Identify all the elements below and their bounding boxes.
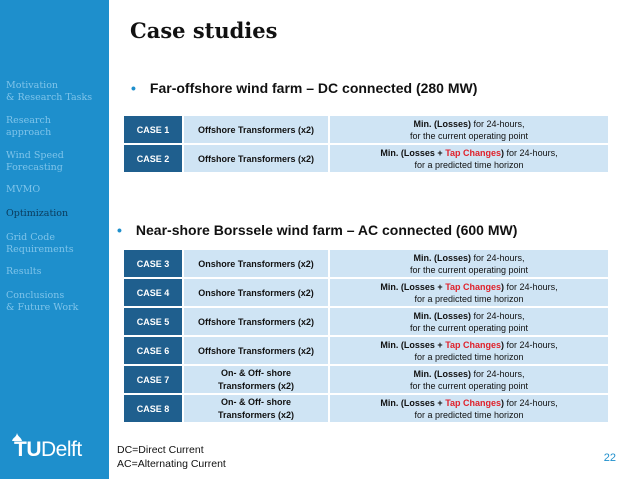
- sidebar-item-results[interactable]: Results: [6, 266, 42, 277]
- table-row: [124, 395, 608, 422]
- case-label: CASE 3: [124, 250, 184, 277]
- objective-cell: Min. (Losses) for 24-hours, for the current operating point: [330, 308, 608, 335]
- footnote-ac: AC=Alternating Current: [117, 458, 226, 470]
- case-label: CASE 4: [124, 279, 184, 306]
- section2-heading: • Near-shore Borssele wind farm – AC connected (600 MW): [117, 222, 518, 238]
- transformer-cell: Offshore Transformers (x2): [184, 308, 330, 335]
- transformer-cell: Onshore Transformers (x2): [184, 250, 330, 277]
- slide-title: Case studies: [130, 18, 278, 43]
- case-label: CASE 7: [124, 366, 184, 393]
- case-label: CASE 2: [124, 145, 184, 172]
- transformer-cell: Offshore Transformers (x2): [184, 145, 330, 172]
- table-row: [124, 116, 608, 143]
- objective-cell: Min. (Losses) for 24-hours, for the current operating point: [330, 116, 608, 143]
- case-label: CASE 6: [124, 337, 184, 364]
- bullet-icon: •: [117, 222, 122, 238]
- transformer-cell: On- & Off- shore Transformers (x2): [184, 395, 330, 422]
- transformer-cell: Offshore Transformers (x2): [184, 337, 330, 364]
- table-row: [124, 145, 608, 172]
- logo-part-delft: Delft: [41, 438, 82, 461]
- sidebar-item-motivation[interactable]: Motivation & Research Tasks: [6, 80, 93, 103]
- table-row: [124, 337, 608, 364]
- table-row: [124, 250, 608, 277]
- section1-heading: • Far-offshore wind farm – DC connected (280 MW): [131, 80, 478, 96]
- sidebar-item-optimization[interactable]: Optimization: [6, 208, 69, 219]
- footnote-dc: DC=Direct Current: [117, 444, 204, 456]
- logo-part-tu: TU: [14, 438, 41, 461]
- transformer-cell: On- & Off- shore Transformers (x2): [184, 366, 330, 393]
- objective-cell: Min. (Losses) for 24-hours, for the current operating point: [330, 250, 608, 277]
- objective-cell: Min. (Losses + Tap Changes) for 24-hours, for a predicted time horizon: [330, 145, 608, 172]
- case-label: CASE 1: [124, 116, 184, 143]
- case-label: CASE 5: [124, 308, 184, 335]
- page-number: 22: [603, 452, 616, 464]
- sidebar-item-wind-speed-forecasting[interactable]: Wind Speed Forecasting: [6, 150, 64, 173]
- objective-cell: Min. (Losses) for 24-hours, for the current operating point: [330, 366, 608, 393]
- objective-cell: Min. (Losses + Tap Changes) for 24-hours, for a predicted time horizon: [330, 337, 608, 364]
- table-row: [124, 308, 608, 335]
- table-row: [124, 366, 608, 393]
- sidebar-item-mvmo[interactable]: MVMO: [6, 184, 41, 195]
- transformer-cell: Offshore Transformers (x2): [184, 116, 330, 143]
- section2-table: [124, 248, 608, 424]
- section1-table: [124, 114, 608, 174]
- transformer-cell: Onshore Transformers (x2): [184, 279, 330, 306]
- objective-cell: Min. (Losses + Tap Changes) for 24-hours, for a predicted time horizon: [330, 395, 608, 422]
- sidebar-item-conclusions[interactable]: Conclusions & Future Work: [6, 290, 79, 313]
- sidebar-item-grid-code[interactable]: Grid Code Requirements: [6, 232, 74, 255]
- objective-cell: Min. (Losses + Tap Changes) for 24-hours, for a predicted time horizon: [330, 279, 608, 306]
- sidebar-item-research-approach[interactable]: Research approach: [6, 115, 52, 138]
- case-label: CASE 8: [124, 395, 184, 422]
- table-row: [124, 279, 608, 306]
- bullet-icon: •: [131, 80, 136, 96]
- sidebar: [0, 0, 109, 479]
- tudelft-logo: [10, 432, 105, 462]
